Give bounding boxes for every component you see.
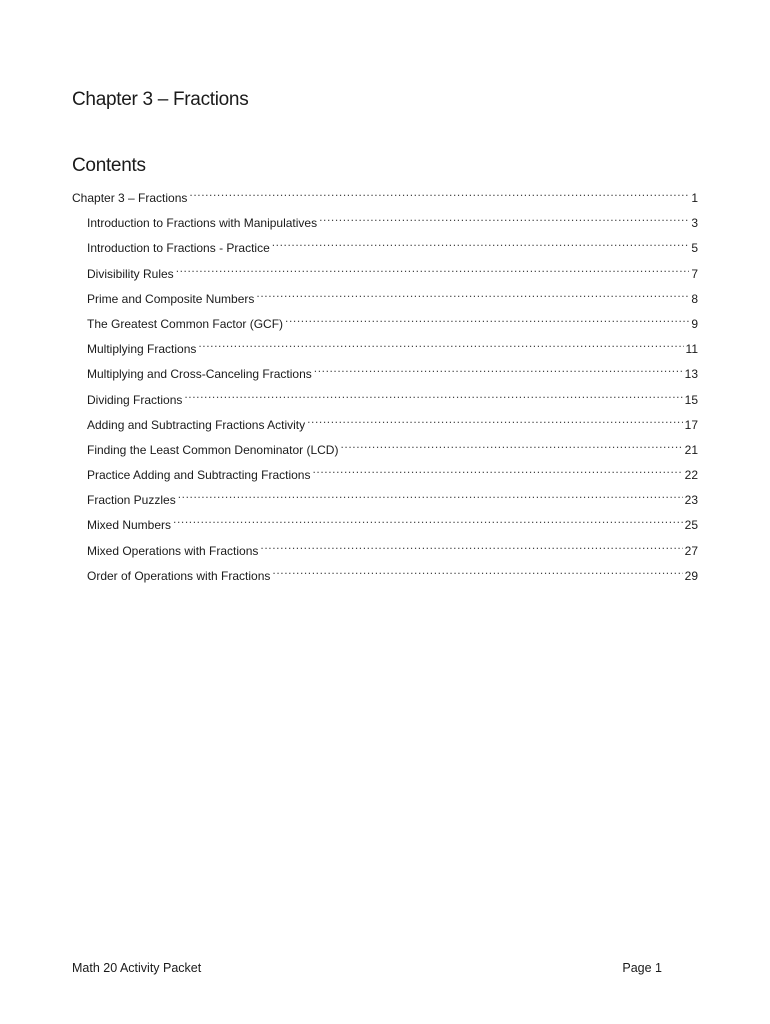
toc-entry-label[interactable]: Mixed Numbers: [87, 518, 172, 533]
toc-entry-page-number[interactable]: 11: [685, 342, 698, 357]
toc-entry-label[interactable]: Adding and Subtracting Fractions Activity: [87, 417, 306, 432]
toc-entry-page-number[interactable]: 17: [684, 417, 698, 432]
toc-entry-label[interactable]: Introduction to Fractions with Manipulatives: [87, 216, 318, 231]
dot-leader: [272, 560, 682, 580]
toc-entry-page-number[interactable]: 25: [684, 518, 698, 533]
dot-leader: [173, 509, 683, 529]
toc-entry[interactable]: [72, 308, 698, 333]
toc-entry[interactable]: [72, 207, 698, 232]
toc-entry[interactable]: [72, 182, 698, 207]
toc-entry[interactable]: [72, 535, 698, 560]
dot-leader: [312, 459, 682, 479]
toc-entry-label[interactable]: Introduction to Fractions - Practice: [87, 241, 270, 256]
toc-entry-label[interactable]: Practice Adding and Subtracting Fractions: [87, 468, 311, 483]
dot-leader: [340, 434, 682, 454]
toc-entry-label[interactable]: Chapter 3 – Fractions: [72, 191, 188, 205]
toc-entry-page-number[interactable]: 13: [684, 367, 698, 382]
dot-leader: [178, 484, 683, 504]
toc-entry[interactable]: [72, 459, 698, 484]
toc-entry-page-number[interactable]: 29: [684, 568, 698, 583]
toc-entry-label[interactable]: Divisibility Rules: [87, 266, 174, 281]
toc-entry-page-number[interactable]: 15: [684, 392, 698, 407]
dot-leader: [189, 182, 689, 202]
toc-entry[interactable]: [72, 283, 698, 308]
toc-entry[interactable]: [72, 358, 698, 383]
toc-entry-label[interactable]: Multiplying Fractions: [87, 342, 197, 357]
toc-entry-page-number[interactable]: 5: [691, 241, 698, 256]
toc-entry-page-number[interactable]: 9: [691, 316, 698, 331]
toc-entry-label[interactable]: Mixed Operations with Fractions: [87, 543, 259, 558]
toc-entry[interactable]: [72, 484, 698, 509]
dot-leader: [272, 232, 690, 252]
footer-title: Math 20 Activity Packet: [72, 961, 202, 975]
toc-entry-label[interactable]: Order of Operations with Fractions: [87, 568, 271, 583]
toc-entry-page-number[interactable]: 21: [684, 442, 698, 457]
dot-leader: [184, 384, 682, 404]
dot-leader: [198, 333, 683, 353]
dot-leader: [307, 409, 683, 429]
toc-entry-label[interactable]: Prime and Composite Numbers: [87, 291, 255, 306]
toc-entry[interactable]: [72, 434, 698, 459]
toc-entry-label[interactable]: Finding the Least Common Denominator (LCD): [87, 442, 339, 457]
dot-leader: [176, 258, 690, 278]
toc-entry-page-number[interactable]: 1: [691, 191, 698, 205]
dot-leader: [256, 283, 689, 303]
toc-entry[interactable]: [72, 258, 698, 283]
toc-entry-page-number[interactable]: 23: [684, 493, 698, 508]
chapter-title: Chapter 3 – Fractions: [72, 89, 249, 110]
toc-entry-page-number[interactable]: 8: [691, 291, 698, 306]
dot-leader: [314, 358, 683, 378]
toc-heading: Contents: [72, 155, 146, 176]
toc-entry-page-number[interactable]: 3: [691, 216, 698, 231]
dot-leader: [260, 535, 682, 555]
toc-entry[interactable]: [72, 333, 698, 358]
toc-entry-label[interactable]: The Greatest Common Factor (GCF): [87, 316, 284, 331]
footer-page-number: Page 1: [622, 961, 662, 975]
toc-entry-label[interactable]: Multiplying and Cross-Canceling Fractions: [87, 367, 312, 382]
toc-entry-label[interactable]: Dividing Fractions: [87, 392, 183, 407]
toc-entry[interactable]: [72, 232, 698, 257]
toc-entry-page-number[interactable]: 22: [684, 468, 698, 483]
dot-leader: [319, 207, 689, 227]
toc-entry[interactable]: [72, 509, 698, 534]
dot-leader: [285, 308, 689, 328]
toc-entry[interactable]: [72, 409, 698, 434]
table-of-contents: [72, 182, 698, 585]
toc-entry[interactable]: [72, 560, 698, 585]
toc-entry-label[interactable]: Fraction Puzzles: [87, 493, 176, 508]
toc-entry[interactable]: [72, 384, 698, 409]
toc-entry-page-number[interactable]: 27: [684, 543, 698, 558]
toc-entry-page-number[interactable]: 7: [691, 266, 698, 281]
